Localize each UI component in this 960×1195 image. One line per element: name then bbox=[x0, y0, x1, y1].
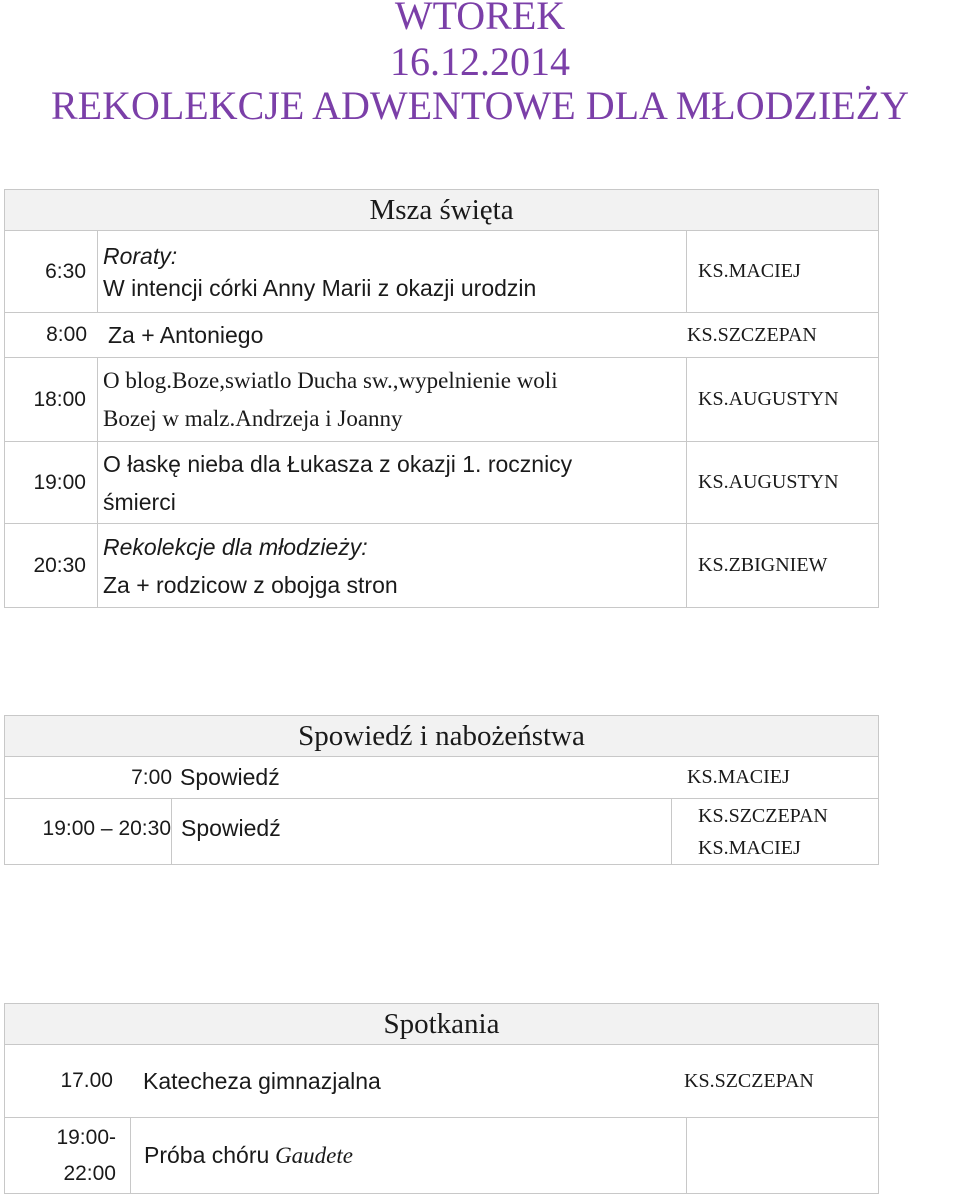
confession-text: Spowiedź bbox=[172, 799, 672, 865]
mass-intention: Za + rodzicow z obojga stron bbox=[103, 571, 398, 598]
mass-intention-line1: O łaskę nieba dla Łukasza z okazji 1. rocznicy bbox=[103, 450, 573, 477]
confession-table bbox=[4, 715, 879, 865]
meeting-time-start: 19:00- bbox=[56, 1125, 116, 1149]
page-day: WTOREK bbox=[394, 0, 566, 38]
mass-time: 19:00 bbox=[5, 442, 98, 524]
mass-intention: Za + Antoniego bbox=[108, 321, 264, 348]
table-row bbox=[5, 757, 879, 799]
mass-time: 6:30 bbox=[5, 231, 98, 313]
meeting-time: 17.00 bbox=[60, 1069, 113, 1092]
mass-priest: KS.MACIEJ bbox=[687, 231, 879, 313]
table-row bbox=[5, 313, 879, 358]
meeting-text-italic: Gaudete bbox=[275, 1143, 353, 1168]
mass-table-title: Msza święta bbox=[5, 190, 879, 231]
page-title: REKOLEKCJE ADWENTOWE DLA MŁODZIEŻY bbox=[50, 83, 910, 128]
mass-priest: KS.ZBIGNIEW bbox=[687, 524, 879, 608]
mass-label: Roraty: bbox=[103, 242, 178, 269]
meeting-text: Próba chóru bbox=[144, 1142, 270, 1168]
mass-priest: KS.SZCZEPAN bbox=[687, 323, 817, 346]
mass-time: 18:00 bbox=[5, 358, 98, 442]
mass-priest: KS.AUGUSTYN bbox=[687, 358, 879, 442]
mass-intention-line2: śmierci bbox=[103, 488, 176, 515]
mass-priest: KS.AUGUSTYN bbox=[687, 442, 879, 524]
meetings-table bbox=[4, 1003, 879, 1194]
table-row bbox=[5, 358, 879, 442]
confession-table-title: Spowiedź i nabożeństwa bbox=[5, 716, 879, 757]
mass-time: 8:00 bbox=[46, 323, 87, 346]
confession-priest: KS.SZCZEPAN bbox=[698, 804, 828, 827]
mass-intention: W intencji córki Anny Marii z okazji urodzin bbox=[103, 274, 537, 301]
meeting-time-end: 22:00 bbox=[63, 1161, 116, 1185]
meeting-priest bbox=[687, 1118, 879, 1194]
table-row bbox=[5, 1045, 879, 1118]
confession-time: 7:00 bbox=[131, 765, 172, 789]
mass-intention-line1: O blog.Boze,swiatlo Ducha sw.,wypelnienie woli bbox=[103, 367, 558, 393]
table-row bbox=[5, 231, 879, 313]
mass-time: 20:30 bbox=[5, 524, 98, 608]
confession-time: 19:00 – 20:30 bbox=[5, 799, 172, 865]
table-row bbox=[5, 524, 879, 608]
confession-priest: KS.MACIEJ bbox=[698, 836, 801, 859]
table-row bbox=[5, 442, 879, 524]
mass-label: Rekolekcje dla młodzieży: bbox=[103, 533, 368, 560]
table-row bbox=[5, 799, 879, 865]
confession-text: Spowiedź bbox=[180, 764, 280, 790]
page-date: 16.12.2014 bbox=[390, 39, 570, 84]
mass-intention-line2: Bozej w malz.Andrzeja i Joanny bbox=[103, 405, 403, 431]
confession-priest: KS.MACIEJ bbox=[687, 766, 790, 788]
meeting-priest: KS.SZCZEPAN bbox=[684, 1069, 814, 1092]
table-row bbox=[5, 1118, 879, 1194]
meeting-text: Katecheza gimnazjalna bbox=[143, 1067, 381, 1094]
mass-table bbox=[4, 189, 879, 608]
meetings-table-title: Spotkania bbox=[5, 1004, 879, 1045]
